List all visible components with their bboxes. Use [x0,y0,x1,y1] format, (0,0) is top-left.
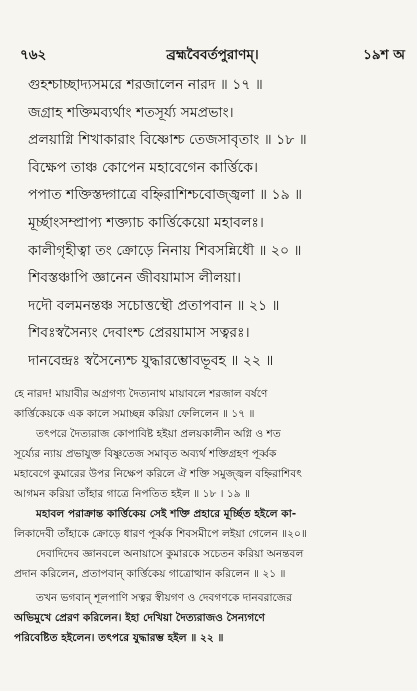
translation-line: মহাবেগে কুমারের উপর নিক্ষেপ করিলে ঐ শক্তি সমুজ্জ্বল বহ্নিরাশিবৎ [14,468,302,480]
verse-line: শিবস্তঞ্চাপি জ্ঞানেন জীবয়ামাস লীলয়া। [28,270,241,287]
translation-line: দেবাদিদেব জ্ঞানবলে অনায়াসে কুমারকে সচেতন করিয়া অনন্তবল [36,548,304,560]
verse-line: কালীগৃহীত্বা তং ক্রোড়ে নিনায় শিবসন্নিধৌ ॥ ২০ ॥ [28,242,302,259]
running-title: ব্রহ্মবৈবর্তপুরাণম্। [166,47,259,63]
translation-line: পরিবেষ্টিত হইলেন। তৎপরে যুদ্ধারম্ভ হইল ॥ ২২ ॥ [14,632,224,644]
bengali-translation [14,384,407,648]
verse-line: শিবঃস্বসৈন্যং দেবাংশ্চ প্রেরয়ামাস সত্বরঃ। [28,325,250,342]
verse-line: বিক্ষেপ তাঞ্চ কোপেন মহাবেগেন কার্ত্তিকে। [28,159,258,176]
verse-line: পপাত শক্তিস্তদ্গাত্রে বহ্নিরাশিশ্চবোজ্জ্বলা ॥ ১৯ ॥ [28,187,303,204]
verse-line: দানবেন্দ্রঃ স্বসৈন্যেশ্চ যুদ্ধারম্ভোবভূবহ ॥ ২২ ॥ [28,352,274,369]
translation-line: মহাবল পরাক্রান্ত কার্ত্তিকেয় সেই শক্তি প্রহারে মূর্চ্ছিত হইলে কা- [36,508,297,520]
translation-line: প্রদান করিলেন, প্রতাপবান্ কার্ত্তিকেয় গাত্রোত্থান করিলেন ॥ ২১ ॥ [14,568,286,580]
page-header [20,44,405,64]
verse-line: গুহশ্চাচ্ছাদ্যসমরে শরজালেন নারদ ॥ ১৭ ॥ [28,77,263,93]
translation-line: কার্ত্তিকেয়কে এক কালে সমাচ্ছন্ন করিয়া ফেলিলেন ॥ ১৭ ॥ [14,408,255,420]
translation-line: সূর্য্যের ন্যায় প্রভাযুক্ত বিষ্ণুতেজ সমাবৃত অব্যর্থ শক্তিগ্রহণ পূর্ব্বক [14,448,277,460]
translation-line: লিকাদেবী তাঁহাকে ক্রোড়ে ধারণ পূর্ব্বক শিবসমীপে লইয়া গেলেন ॥২০॥ [14,528,307,540]
verse-line: দদৌ বলমনন্তঞ্চ সচোত্তস্থৌ প্রতাপবান ॥ ২১ ॥ [28,297,280,314]
translation-line: তখন ভগবান্ শূলপাণি সত্বর স্বীয়গণ ও দেবগণকে দানবরাজের [36,592,293,604]
page-number: ৭৬২ [20,47,47,63]
verse-line: মূর্চ্ছাংসম্প্রাপ্য শক্ত্যাচ কার্ত্তিকেয়ো মহাবলঃ। [28,214,264,231]
verse-line: প্রলয়াগ্নি শিখাকারাং বিষ্ণোশ্চ তেজসাবৃতাং ॥ ১৮ ॥ [28,132,307,149]
translation-line: হে নারদ! মায়াবীর অগ্রগণ্য দৈত্যনাথ মায়াবলে শরজাল বর্ষণে [14,388,268,400]
verse-line: জগ্রাহ শক্তিমব্যর্থাং শতসূর্য্য সমপ্রভাং। [28,104,234,121]
translation-line: অভিমুখে প্রেরণ করিলেন। ইহা দেখিয়া দৈত্যরাজও সৈন্যগণে [14,612,265,624]
sanskrit-verses [28,72,405,376]
chapter-label: ১৯শ অ [363,47,405,63]
translation-line: তৎপরে দৈত্যরাজ কোপাবিষ্ট হইয়া প্রলয়কালীন অগ্নি ও শত [36,428,281,440]
translation-line: আগমন করিয়া তাঁহার গাত্রে নিপতিত হইল ॥ ১৮ । ১৯ ॥ [14,488,251,500]
